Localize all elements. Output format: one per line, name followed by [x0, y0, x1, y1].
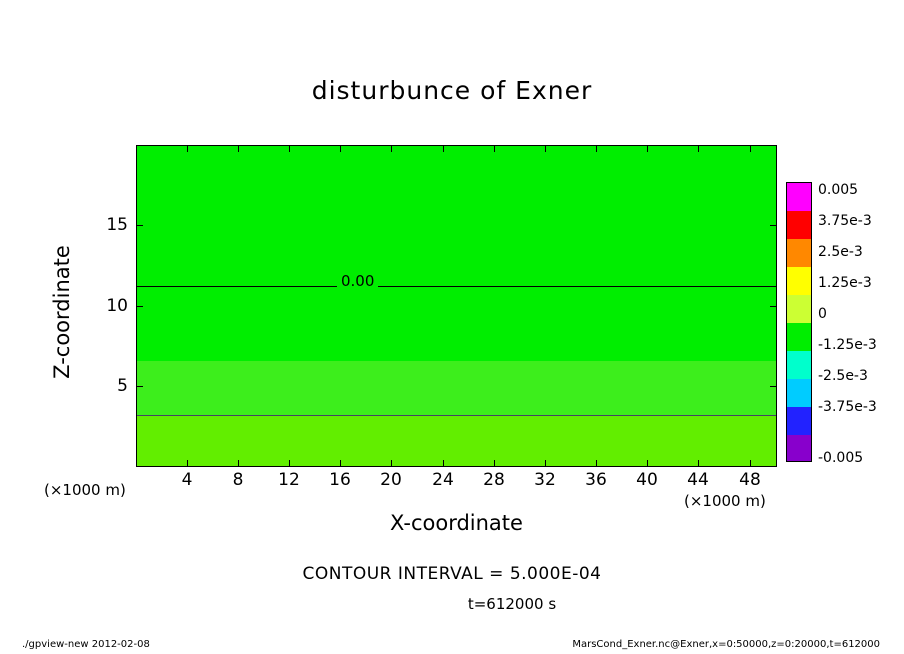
x-tick-top — [289, 145, 290, 152]
x-unit-right: (×1000 m) — [684, 492, 766, 510]
colorbar-label: -3.75e-3 — [818, 399, 877, 415]
y-tick-label: 15 — [106, 215, 128, 235]
y-tick-right — [770, 386, 777, 387]
colorbar-label: 0 — [818, 306, 827, 322]
x-tick-top — [340, 145, 341, 152]
colorbar-label: -1.25e-3 — [818, 337, 877, 353]
field-band-upper — [137, 146, 776, 361]
x-tick-top — [750, 145, 751, 152]
x-tick — [443, 460, 444, 467]
x-tick-label: 16 — [329, 470, 351, 490]
x-tick-top — [238, 145, 239, 152]
x-tick — [391, 460, 392, 467]
contour-line-zero — [137, 286, 776, 287]
colorbar-label: 3.75e-3 — [818, 213, 872, 229]
colorbar-label: 1.25e-3 — [818, 275, 872, 291]
x-tick — [187, 460, 188, 467]
x-tick-top — [443, 145, 444, 152]
x-tick — [340, 460, 341, 467]
x-tick — [289, 460, 290, 467]
colorbar-cell — [787, 407, 811, 435]
field-band-middle — [137, 361, 776, 416]
y-tick — [136, 306, 143, 307]
x-tick-label: 28 — [483, 470, 505, 490]
colorbar — [786, 182, 812, 462]
x-tick — [647, 460, 648, 467]
colorbar-label: -2.5e-3 — [818, 368, 868, 384]
colorbar-label: 0.005 — [818, 182, 859, 198]
x-tick-label: 8 — [232, 470, 244, 490]
colorbar-cell — [787, 351, 811, 379]
x-tick-top — [647, 145, 648, 152]
colorbar-cell — [787, 183, 811, 211]
footer-right: MarsCond_Exner.nc@Exner,x=0:50000,z=0:20000,t=612000 — [572, 639, 880, 650]
x-tick-top — [545, 145, 546, 152]
colorbar-cell — [787, 267, 811, 295]
x-tick-label: 36 — [585, 470, 607, 490]
time-stamp: t=612000 s — [467, 595, 557, 613]
y-tick-right — [770, 225, 777, 226]
x-tick-top — [698, 145, 699, 152]
colorbar-label: -0.005 — [818, 450, 864, 466]
x-axis-title: X-coordinate — [390, 511, 523, 535]
contour-interval-text: CONTOUR INTERVAL = 5.000E-04 — [302, 564, 602, 584]
y-tick-label: 5 — [117, 376, 128, 396]
page-title: disturbunce of Exner — [311, 76, 593, 105]
x-tick — [750, 460, 751, 467]
x-tick-top — [494, 145, 495, 152]
plot-area — [136, 145, 777, 467]
x-tick — [494, 460, 495, 467]
x-tick-top — [187, 145, 188, 152]
x-tick-label: 4 — [181, 470, 193, 490]
colorbar-cell — [787, 435, 811, 462]
y-axis-title: Z-coordinate — [50, 245, 74, 379]
x-tick-label: 48 — [739, 470, 761, 490]
contour-line-lower — [137, 415, 776, 416]
y-tick-right — [770, 306, 777, 307]
footer-left: ./gpview-new 2012-02-08 — [22, 639, 150, 650]
colorbar-cell — [787, 323, 811, 351]
x-tick — [238, 460, 239, 467]
x-tick-top — [391, 145, 392, 152]
y-tick-label: 10 — [106, 296, 128, 316]
x-tick-label: 32 — [534, 470, 556, 490]
x-tick — [545, 460, 546, 467]
x-tick-label: 40 — [636, 470, 658, 490]
colorbar-cell — [787, 379, 811, 407]
x-tick — [698, 460, 699, 467]
field-band-lower — [137, 416, 776, 467]
x-tick-label: 24 — [432, 470, 454, 490]
x-tick — [596, 460, 597, 467]
y-tick — [136, 225, 143, 226]
x-tick-top — [596, 145, 597, 152]
x-tick-label: 12 — [278, 470, 300, 490]
x-tick-label: 20 — [380, 470, 402, 490]
y-tick — [136, 386, 143, 387]
colorbar-cell — [787, 239, 811, 267]
colorbar-cell — [787, 295, 811, 323]
x-tick-label: 44 — [687, 470, 709, 490]
colorbar-label: 2.5e-3 — [818, 244, 863, 260]
colorbar-cell — [787, 211, 811, 239]
x-unit-left: (×1000 m) — [44, 481, 126, 499]
contour-label: 0.00 — [337, 272, 378, 290]
